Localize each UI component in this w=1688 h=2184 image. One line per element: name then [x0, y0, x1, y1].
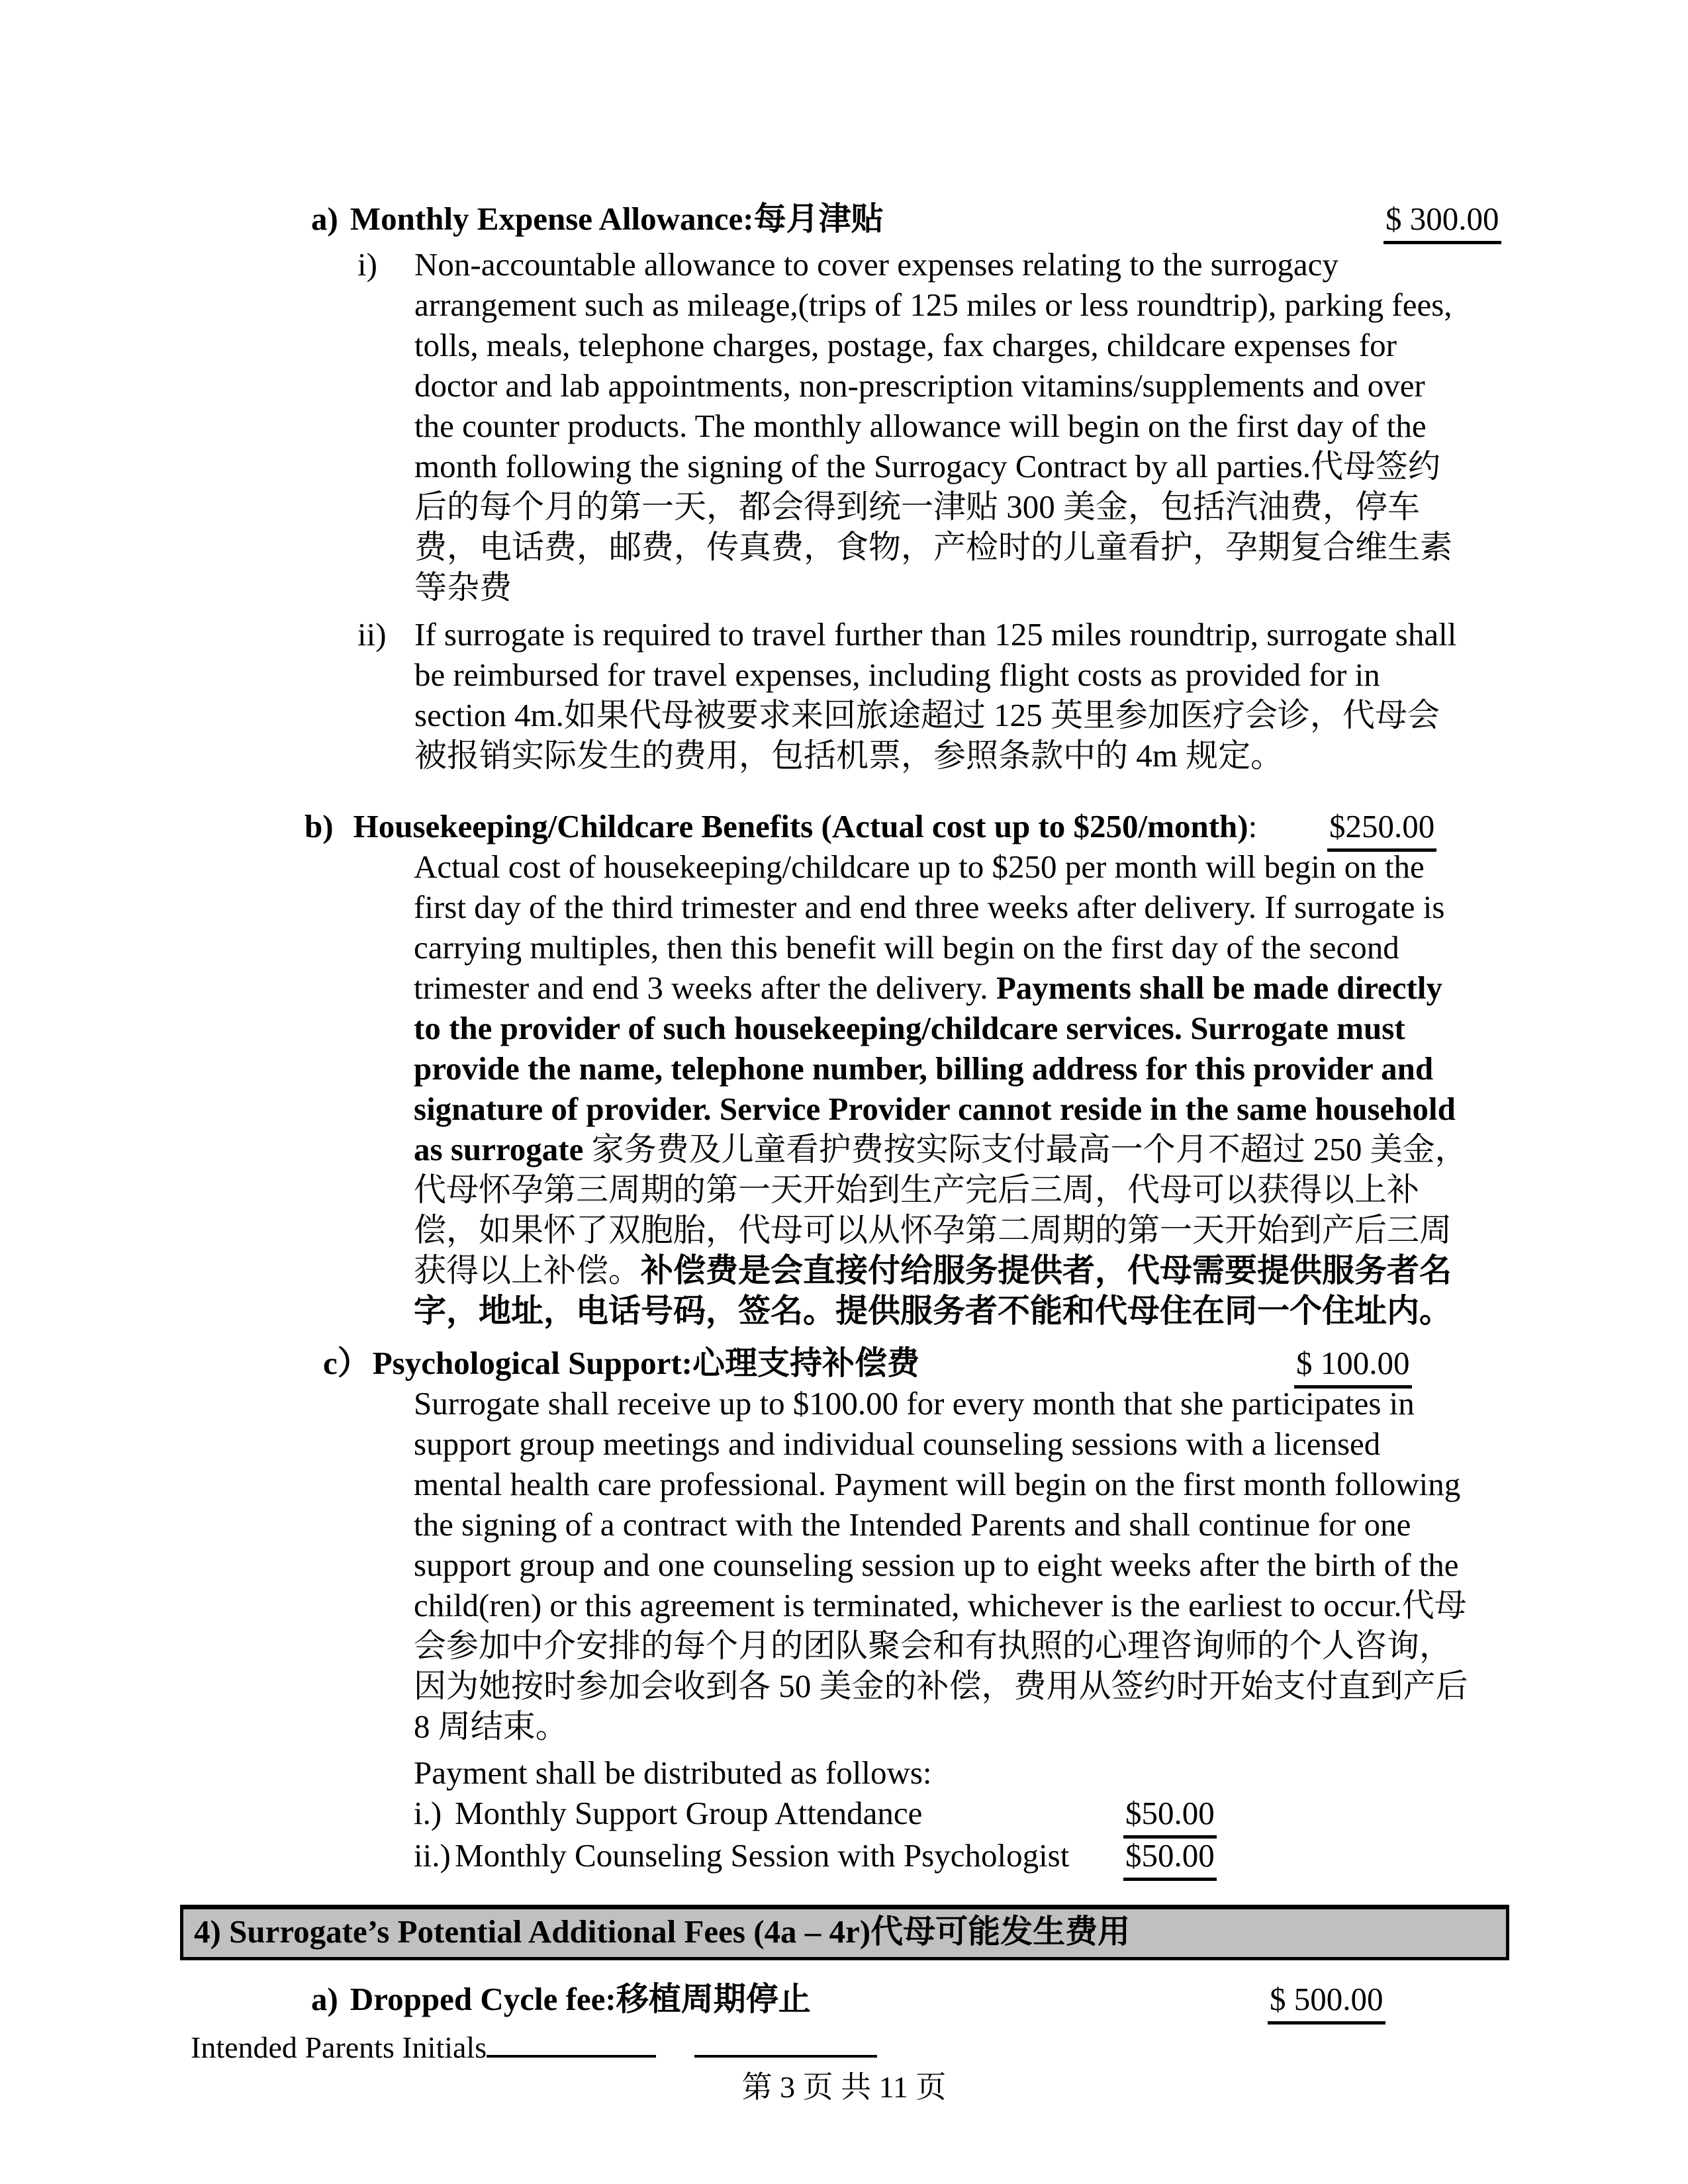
paragraph-text: 家务费及儿童看护费按实际支付最高一个月不超过 250 美金，代母怀孕第三周期的第一天开始到生产完后三周，代母可以获得以上补偿，如果怀了双胞胎，代母可以从怀孕第二周期的第一天开始到产后三周获得以上补偿。: [414, 1131, 1468, 1289]
page-number-indicator: 第 3 页 共 11 页: [741, 2070, 947, 2104]
list-marker: i): [357, 246, 377, 283]
fee-heading-housekeeping-childcare: [0, 806, 1523, 846]
paragraph-text: Actual cost of housekeeping/childcare up to $250 per month will begin on the first day of the third trimester and end three weeks after delivery. If surrogate is carrying multiples, then this benefit will begin on the first day of the second trimester and end 3 weeks after the delivery.: [414, 848, 1445, 1006]
item-marker: c）: [323, 1345, 370, 1381]
list-item-ii: [357, 614, 1464, 776]
distribution-label: Monthly Counseling Session with Psychologist: [455, 1837, 1070, 1874]
initials-blank-line-1: [487, 2030, 656, 2058]
distribution-row-support-group: [0, 1793, 1688, 1833]
paragraph-text-bold: 补偿费是会直接付给服务提供者，代母需要提供服务者名字，地址，电话号码，签名。提供服务者不能和代母住在同一个住址内。: [414, 1252, 1452, 1329]
paragraph-text: Surrogate shall receive up to $100.00 for every month that she participates in support group meetings and individual counseling sessions with a licensed mental health care professional. Payment will begin on the first month following the signing of a contract with the Intended Parents and shall continue for one support group and one counseling session up to eight weeks after the birth of the child(ren) or this agreement is terminated, whichever is the earliest to occur.代母会参加中介安排的每个月的团队聚会和有执照的心理咨询师的个人咨询，因为她按时参加会收到各 50 美金的补偿，费用从签约时开始支付直到产后 8 周结束。: [414, 1385, 1468, 1745]
paragraph-text-bold: Payments shall be made directly to the provider of such housekeeping/childcare services. Surrogate must provide the name, telephone number, billing address for this provider and signature of provider. Service Provider cannot reside in the same household as surrogate: [414, 970, 1456, 1167]
item-marker: a): [311, 1981, 338, 2017]
psychological-paragraph: [414, 1383, 1472, 1747]
initials-label: Intended Parents Initials: [191, 2030, 487, 2064]
fee-amount: $ 300.00: [1383, 199, 1501, 244]
fee-title: Dropped Cycle fee:移植周期停止: [350, 1981, 811, 2017]
distribution-intro: Payment shall be distributed as follows:: [414, 1754, 932, 1791]
fee-amount: $ 100.00: [1294, 1343, 1412, 1388]
fee-amount: $250.00: [1327, 806, 1436, 852]
distribution-label: Monthly Support Group Attendance: [455, 1795, 923, 1831]
fee-title: Housekeeping/Childcare Benefits (Actual cost up to $250/month): [353, 808, 1248, 844]
housekeeping-paragraph: [414, 846, 1472, 1331]
distribution-amount: $50.00: [1123, 1793, 1217, 1839]
initials-blank-line-2: [694, 2030, 877, 2058]
fee-title: Monthly Expense Allowance:每月津贴: [350, 201, 884, 237]
fee-heading-psychological-support: [0, 1343, 1523, 1383]
distribution-row-counseling: [0, 1835, 1688, 1876]
list-marker: ii.): [414, 1837, 451, 1874]
list-item-i: [357, 244, 1464, 608]
fee-title: Psychological Support:心理支持补偿费: [372, 1345, 919, 1381]
fee-title-colon: :: [1248, 808, 1258, 844]
distribution-amount: $50.00: [1123, 1835, 1217, 1881]
list-item-text: Non-accountable allowance to cover expenses relating to the surrogacy arrangement such as mileage,(trips of 125 miles or less roundtrip), parking fees, tolls, meals, telephone charges, postage, fax charges, childcare expenses for doctor and lab appointments, non-prescription vitamins/supplements and over the counter products. The monthly allowance will begin on the first day of the month following the signing of the Surrogacy Contract by all parties.代母签约后的每个月的第一天，都会得到统一津贴 300 美金，包括汽油费，停车费，电话费，邮费，传真费，食物，产检时的儿童看护，孕期复合维生素等杂费: [414, 246, 1453, 606]
page-content: [0, 199, 1688, 2105]
fee-heading-monthly-expense-allowance: [0, 199, 1523, 239]
fee-amount: $ 500.00: [1268, 1979, 1385, 2025]
list-marker: ii): [357, 616, 387, 653]
list-item-text: If surrogate is required to travel further than 125 miles roundtrip, surrogate shall be reimbursed for travel expenses, including flight costs as provided for in section 4m.如果代母被要求来回旅途超过 125 英里参加医疗会诊，代母会被报销实际发生的费用，包括机票，参照条款中的 4m 规定。: [414, 616, 1457, 774]
section-4-banner: 4) Surrogate’s Potential Additional Fees (4a – 4r)代母可能发生费用: [180, 1905, 1509, 1960]
intended-parents-initials-line: [191, 2030, 1688, 2065]
item-marker: b): [305, 808, 334, 844]
list-marker: i.): [414, 1795, 442, 1831]
fee-heading-dropped-cycle: [0, 1979, 1523, 2019]
item-marker: a): [311, 201, 338, 237]
